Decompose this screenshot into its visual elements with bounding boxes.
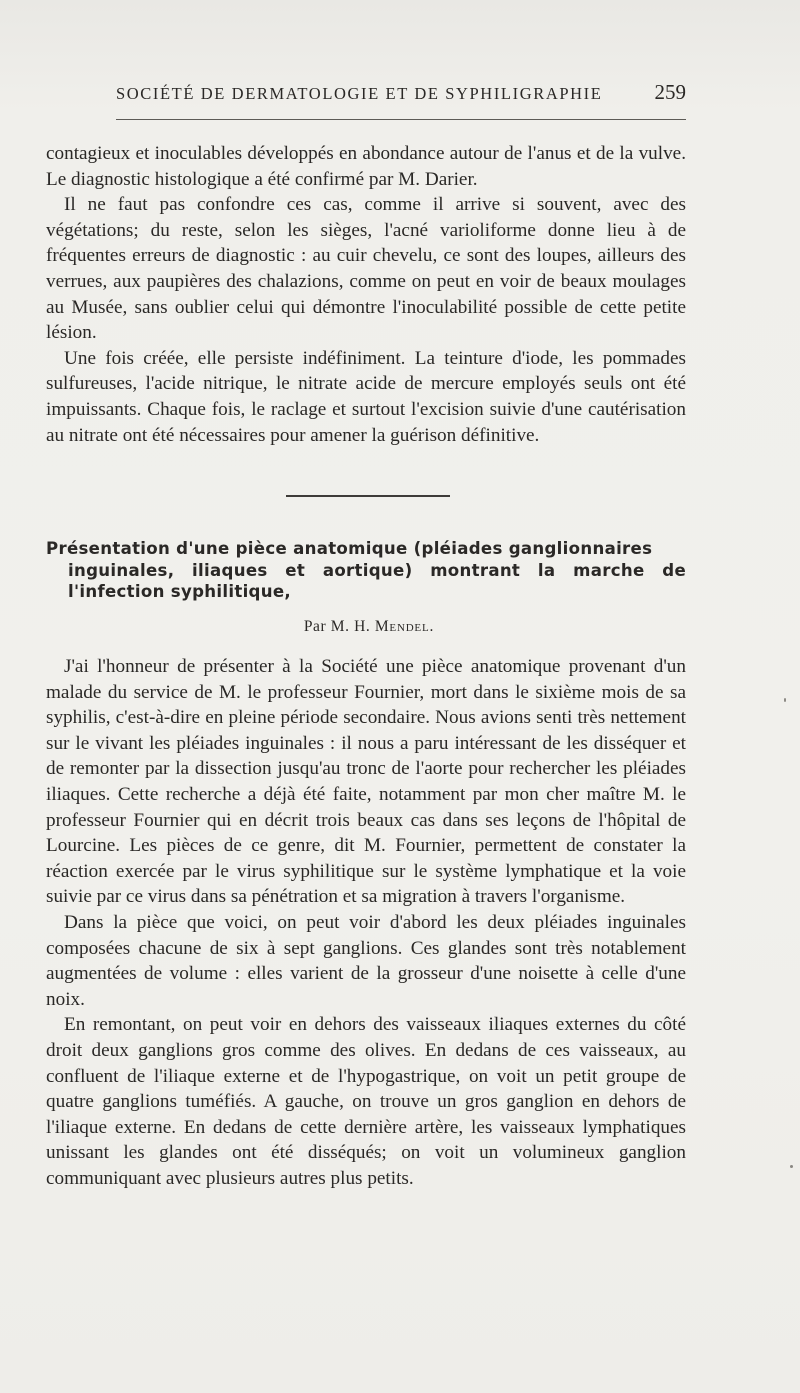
page-number: 259 [654,80,686,104]
paragraph: Une fois créée, elle persiste indéfiniment. La teinture d'iode, les pommades sulfureuses, l'acide nitrique, le nitrate acide de mercure employés seuls ont été impuissants. Chaque fois, le raclage et surtout l'excision suivie d'une cautérisation au nitrate ont été nécessaires pour amener la guérison définitive. [46,347,686,446]
paper-speck [790,1165,793,1168]
byline [0,618,738,636]
running-title: SOCIÉTÉ DE DERMATOLOGIE ET DE SYPHILIGRAPHIE [116,84,603,103]
header-rule [116,119,686,120]
paragraph: Il ne faut pas confondre ces cas, comme il arrive si souvent, avec des végétations; du reste, selon les sièges, l'acné varioliforme donne lieu à de fréquentes erreurs de diagnostic : au cuir chevelu, ce sont des loupes, ailleurs des verrues, aux paupières des chalazions, comme on peut en voir de beaux moulages au Musée, sans oublier celui qui démontre l'inoculabilité possible de cette petite lésion. [46,194,686,344]
paragraph: contagieux et inoculables développés en abondance autour de l'anus et de la vulve. Le diagnostic histologique a été confirmé par M. Darier. [46,143,686,190]
paper-speck [784,698,786,702]
section-title-rest: inguinales, iliaques et aortique) montrant la marche de l'infection syphilitique, [68,560,686,601]
section-divider [286,495,450,497]
byline-prefix: Par M. H. [303,618,375,635]
paragraph: J'ai l'honneur de présenter à la Société une pièce anatomique provenant d'un malade du service de M. le professeur Fournier, mort dans le sixième mois de sa syphilis, c'est-à-dire en pleine période secondaire. Nous avions senti très nettement sur le vivant les pléiades inguinales : il nous a paru intéressant de les disséquer et de remonter par la dissection jusqu'au tronc de l'aorte pour rechercher les pléiades iliaques. Cette recherche a déjà été faite, notamment par mon cher maître M. le professeur Fournier qui en décrit trois beaux cas dans ses leçons de l'hôpital de Lourcine. Les pièces de ce genre, dit M. Fournier, permettent de constater la réaction exercée par le virus syphilitique sur le système lymphatique et la voie suivie par ce virus dans sa pénétration et sa migration à travers l'organisme. [46,656,686,908]
text-block-main [46,654,686,1191]
author-name: Mendel. [374,618,435,635]
section-title [46,538,686,603]
paragraph: En remontant, on peut voir en dehors des vaisseaux iliaques externes du côté droit deux ganglions gros comme des olives. En dedans de ces vaisseaux, au confluent de l'iliaque externe et de l'hypogastrique, on voit un petit groupe de quatre ganglions tuméfiés. A gauche, on trouve un gros ganglion en dehors de l'iliaque externe. En dedans de cette dernière artère, les vaisseaux lymphatiques unissant les glandes ont été disséqués; on voit un volumineux ganglion communiquant avec plusieurs autres plus petits. [46,1014,686,1189]
paragraph: Dans la pièce que voici, on peut voir d'abord les deux pléiades inguinales composées chacune de six à sept ganglions. Ces glandes sont très notablement augmentées de volume : elles varient de la grosseur d'une noisette à celle d'une noix. [46,911,686,1010]
running-head [100,82,688,110]
section-title-line1: Présentation d'une pièce anatomique (pléiades ganglionnaires [46,539,653,558]
text-block-top [46,141,686,448]
